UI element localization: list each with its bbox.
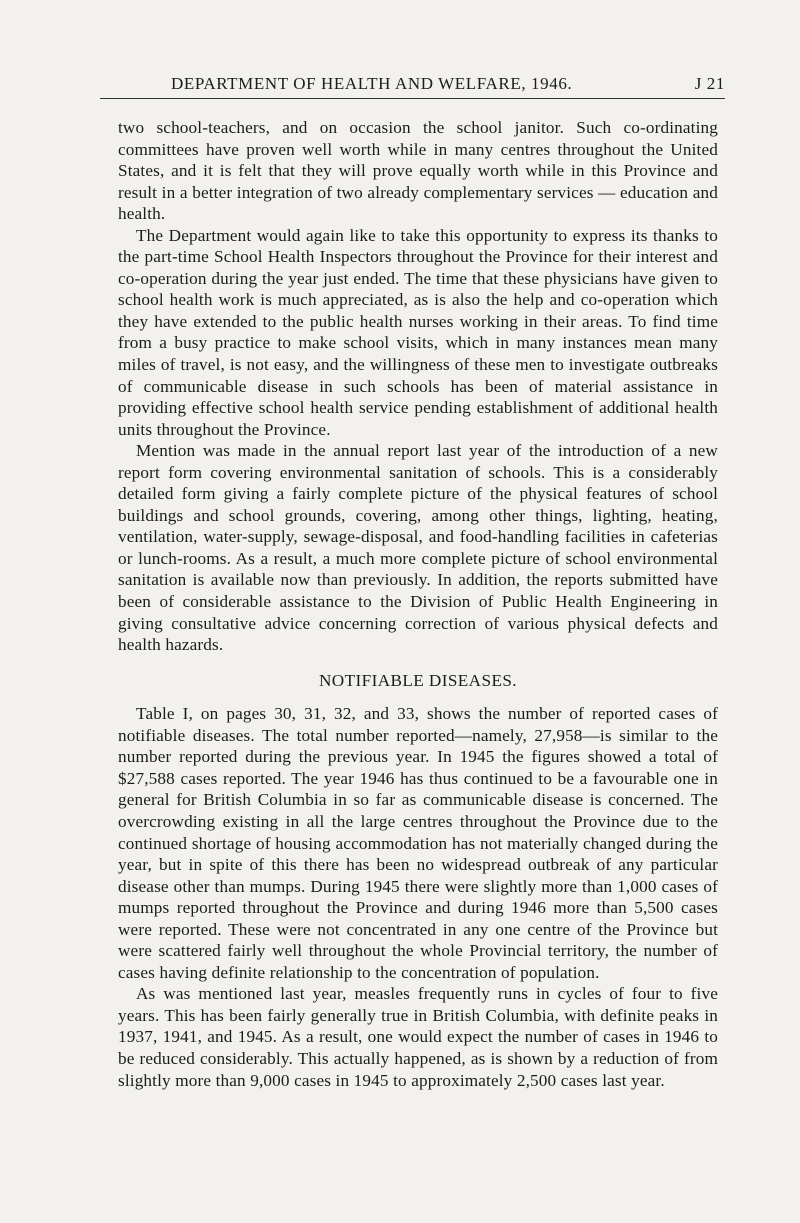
running-header xyxy=(100,68,725,99)
paragraph: As was mentioned last year, measles frequently runs in cycles of four to five years. This has been fairly generally true in British Columbia, with definite peaks in 1937, 1941, and 1945. As a result, one would expect the number of cases in 1946 to be reduced considerably. This actually happened, as is shown by a reduction of from slightly more than 9,000 cases in 1945 to approximately 2,500 cases last year. xyxy=(118,984,718,1090)
section-heading: NOTIFIABLE DISEASES. xyxy=(318,670,518,690)
paragraph: Mention was made in the annual report last year of the introduction of a new report form covering environmental sanitation of schools. This is a considerably detailed form giving a fairly complete picture of the physical features of school buildings and school grounds, covering, among other things, lighting, heating, ventilation, water-supply, sewage-disposal, and food-handling facilities in cafeterias or lunch-rooms. As a result, a much more complete picture of school environmental sanitation is available now than previously. In addition, the reports submitted have been of considerable assistance to the Division of Public Health Engineering in giving consultative advice concerning correction of various physical defects and health hazards. xyxy=(118,441,718,655)
paragraph: The Department would again like to take this opportunity to express its thanks to the part-time School Health Inspectors throughout the Province for their interest and co-operation during the year just ended. The time that these physicians have given to school health work is much appreciated, as is also the help and co-operation which they have extended to the public health nurses working in their areas. To find time from a busy practice to make school visits, which in many instances mean many miles of travel, is not easy, and the willingness of these men to investigate outbreaks of communicable disease in such schools has been of material assistance in providing effective school health service pending establishment of additional health units throughout the Province. xyxy=(118,225,718,439)
header-title: DEPARTMENT OF HEALTH AND WELFARE, 1946. xyxy=(171,74,573,93)
page-number: J 21 xyxy=(694,74,725,93)
paragraph: two school-teachers, and on occasion the school janitor. Such co-ordinating committees have proven well worth while in many centres throughout the United States, and it is felt that they will prove equally worth while in this Province and result in a better integration of two already complementary services — education and health. xyxy=(118,118,718,224)
body-text xyxy=(118,117,718,1091)
paragraph: Table I, on pages 30, 31, 32, and 33, shows the number of reported cases of notifiable diseases. The total number reported—namely, 27,958—is similar to the number reported during the previous year. In 1945 the figures showed a total of $27,588 cases reported. The year 1946 has thus continued to be a favourable one in general for British Columbia in so far as communicable disease is concerned. The overcrowding existing in all the large centres throughout the Province due to the continued shortage of housing accommodation has not materially changed during the year, but in spite of this there has been no widespread outbreak of any particular disease other than mumps. During 1945 there were slightly more than 1,000 cases of mumps reported throughout the Province and during 1946 more than 5,500 cases were reported. These were not concentrated in any one centre of the Province but were scattered fairly well throughout the whole Provincial territory, the number of cases having definite relationship to the concentration of population. xyxy=(118,704,718,982)
